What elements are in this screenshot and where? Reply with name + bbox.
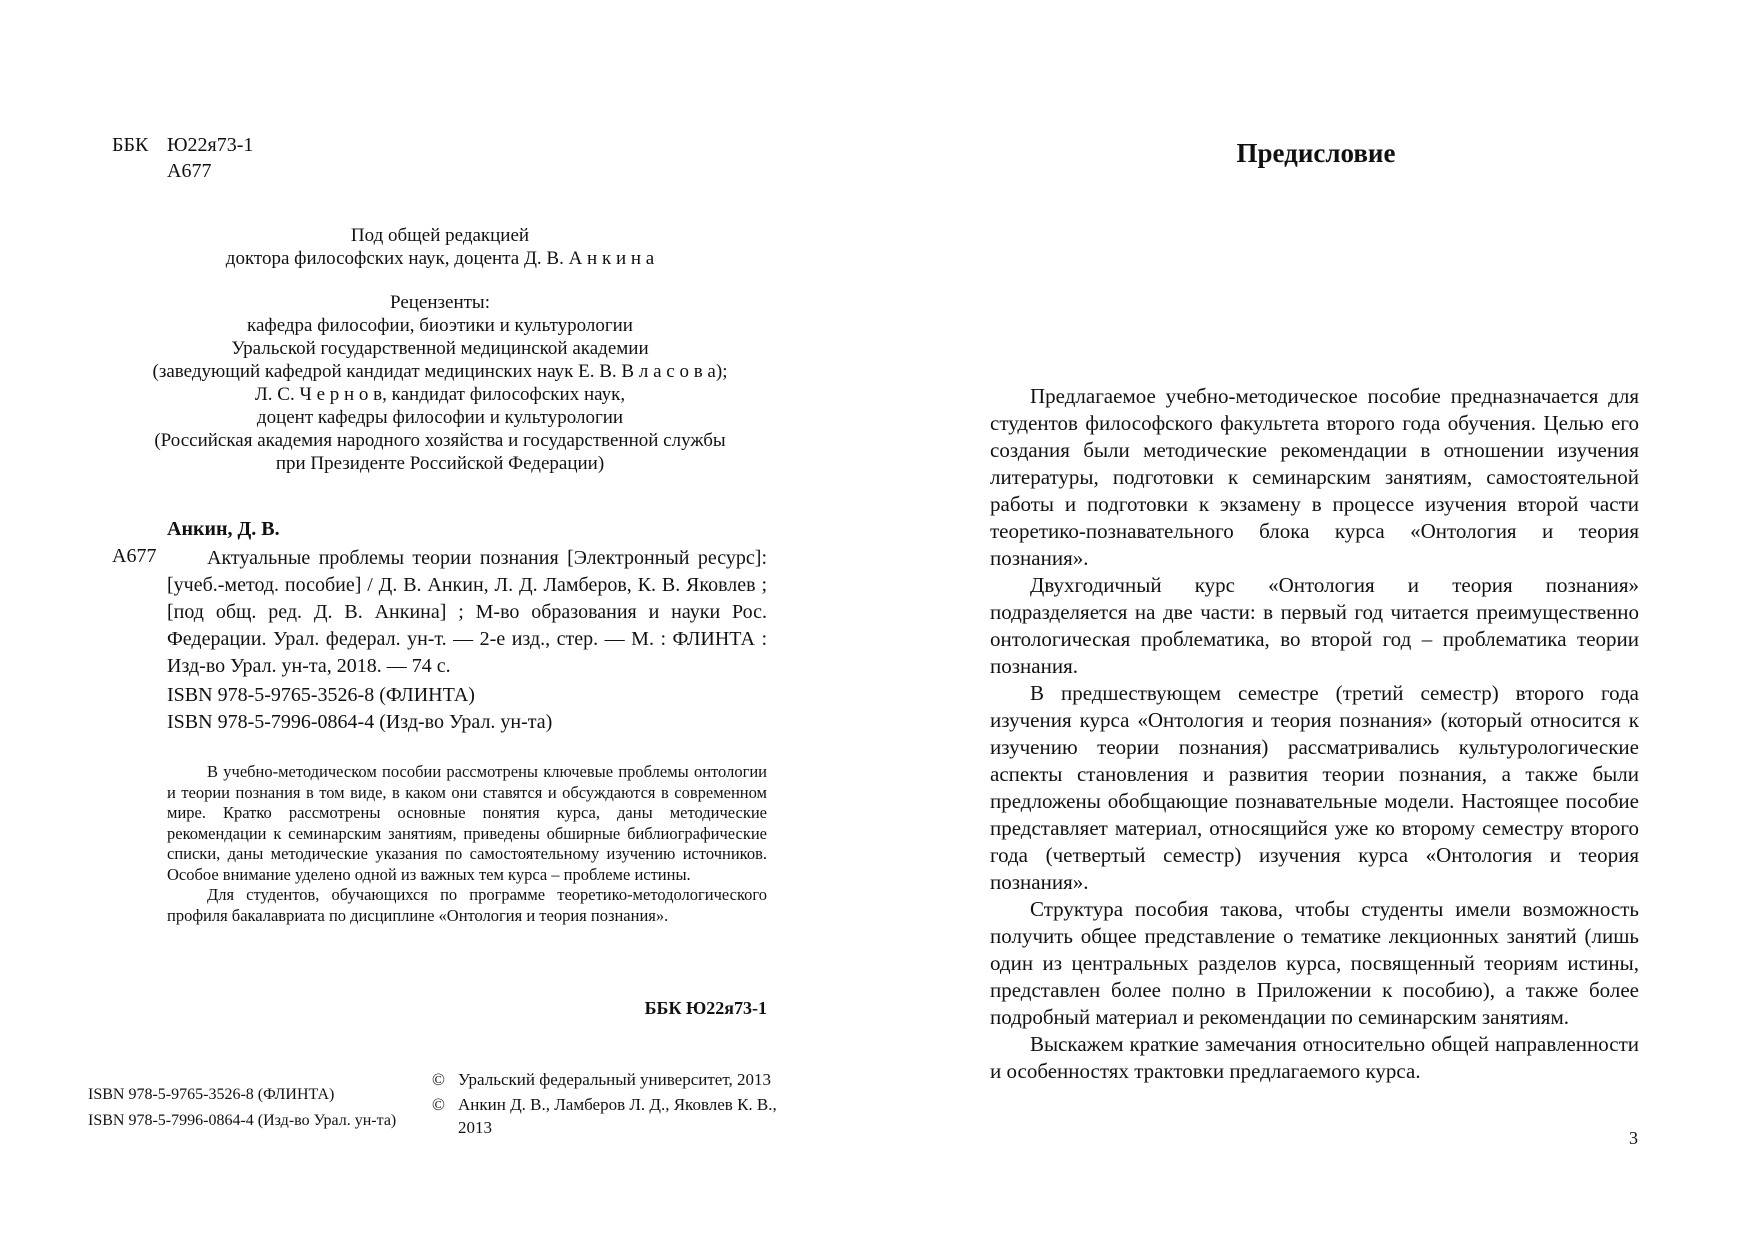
- copyright-icon: ©: [432, 1070, 445, 1089]
- reviewer-line: доцент кафедры философии и культурологии: [256, 407, 624, 428]
- annotation-paragraph: В учебно-методическом пособии рассмотрены ключевые проблемы онтологии и теории познания в том виде, в каком они ставятся и обсуждаются в современном мире. Кратко рассмотрены основные понятия курса, даны методические рекомендации к семинарским занятиям, приведены обширные библиографические списки, даны методические указания по самостоятельному изучению источников. Особое внимание уделено одной из важных тем курса – проблеме истины.: [167, 762, 767, 884]
- bbk-author-sign: А677: [167, 160, 212, 182]
- page-number: 3: [1629, 1128, 1638, 1148]
- catalog-isbn-block: [167, 682, 552, 736]
- edited-by-line: доктора философских наук, доцента Д. В. А н к и н а: [225, 248, 655, 269]
- edited-by-line: Под общей редакцией: [350, 225, 530, 246]
- reviewer-line: при Президенте Российской Федерации): [275, 453, 605, 474]
- annotation-paragraph: Для студентов, обучающихся по программе теоретико-методологического профиля бакалавриата по дисциплине «Онтология и теория познания».: [167, 885, 767, 925]
- left-page: [0, 0, 877, 1241]
- preface-paragraph: В предшествующем семестре (третий семестр) второго года изучения курса «Онтология и теория познания» (который относится к изучению теории познания) рассматривались культурологические аспекты становления и развития теории познания, а также были предложены обобщающие познавательные модели. Настоящее пособие представляет материал, относящийся уже ко второму семестру второго года (четвертый семестр) изучения курса «Онтология и теория познания».: [990, 681, 1639, 894]
- catalog-isbn: ISBN 978-5-9765-3526-8 (ФЛИНТА): [167, 684, 475, 706]
- preface-paragraph: Выскажем краткие замечания относительно общей направленности и особенностях трактовки предлагаемого курса.: [990, 1032, 1639, 1083]
- bbk-code: Ю22я73-1: [167, 134, 254, 156]
- catalog-isbn: ISBN 978-5-7996-0864-4 (Изд-во Урал. ун-та): [167, 711, 553, 733]
- preface-paragraph: Двухгодичный курс «Онтология и теория познания» подразделяется на две части: в первый год читается преимущественно онтологическая проблематика, во второй год – проблематика теории познания.: [990, 573, 1639, 678]
- preface-paragraph: Структура пособия такова, чтобы студенты имели возможность получить общее представление о тематике лекционных занятий (лишь один из центральных разделов курса, посвященный теориям истины, представлен более полно в Приложении к пособию), а также более подробный материал и рекомендации по семинарским занятиям.: [990, 897, 1639, 1029]
- catalog-description: Актуальные проблемы теории познания [Электронный ресурс]: [учеб.-метод. пособие] / Д. В. Анкин, Л. Д. Ламберов, К. В. Яковлев ; [под общ. ред. Д. В. Анкина] ; М-во образования и науки Рос. Федерации. Урал. федерал. ун-т. — 2-е изд., стер. — М. : ФЛИНТА : Изд-во Урал. ун-та, 2018. — 74 с.: [167, 547, 767, 677]
- catalog-code: А677: [112, 545, 157, 567]
- reviewer-line: (Российская академия народного хозяйства и государственной службы: [154, 430, 726, 451]
- footer-isbn: ISBN 978-5-9765-3526-8 (ФЛИНТА): [88, 1086, 335, 1103]
- reviewer-line: Л. С. Ч е р н о в, кандидат философских наук,: [254, 384, 626, 405]
- preface-body: [990, 383, 1639, 1085]
- bbk-label: ББК: [112, 134, 149, 156]
- edited-by-block: [120, 224, 760, 270]
- catalog-author: Анкин, Д. В.: [167, 518, 280, 540]
- copyright-row: [432, 1093, 777, 1139]
- footer-isbn-block: [88, 1082, 396, 1134]
- copyright-block: [432, 1068, 777, 1139]
- copyright-row: [432, 1068, 777, 1091]
- copyright-text: Уральский федеральный университет, 2013: [458, 1070, 771, 1089]
- reviewers-block: [120, 291, 760, 475]
- preface-paragraph: Предлагаемое учебно-методическое пособие предназначается для студентов философского факультета второго года обучения. Целью его создания были методические рекомендации в отношении изучения литературы, подготовки к семинарским занятиям, самостоятельной работы и подготовки к экзамену в процессе изучения второй части теоретико-познавательного блока курса «Онтология и теория познания».: [990, 384, 1639, 570]
- annotation: [167, 762, 767, 926]
- page-title: Предисловие: [1236, 138, 1396, 168]
- right-page: [877, 0, 1755, 1241]
- bbk-bottom: ББК Ю22я73-1: [644, 998, 767, 1018]
- reviewer-line: (заведующий кафедрой кандидат медицинских наук Е. В. В л а с о в а);: [152, 361, 728, 382]
- reviewer-line: кафедра философии, биоэтики и культурологии: [247, 315, 633, 336]
- footer-isbn: ISBN 978-5-7996-0864-4 (Изд-во Урал. ун-та): [88, 1112, 397, 1129]
- reviewers-title: Рецензенты:: [390, 292, 490, 313]
- copyright-icon: ©: [432, 1095, 445, 1114]
- copyright-text: Анкин Д. В., Ламберов Л. Д., Яковлев К. В., 2013: [458, 1095, 777, 1137]
- reviewer-line: Уральской государственной медицинской академии: [231, 338, 649, 359]
